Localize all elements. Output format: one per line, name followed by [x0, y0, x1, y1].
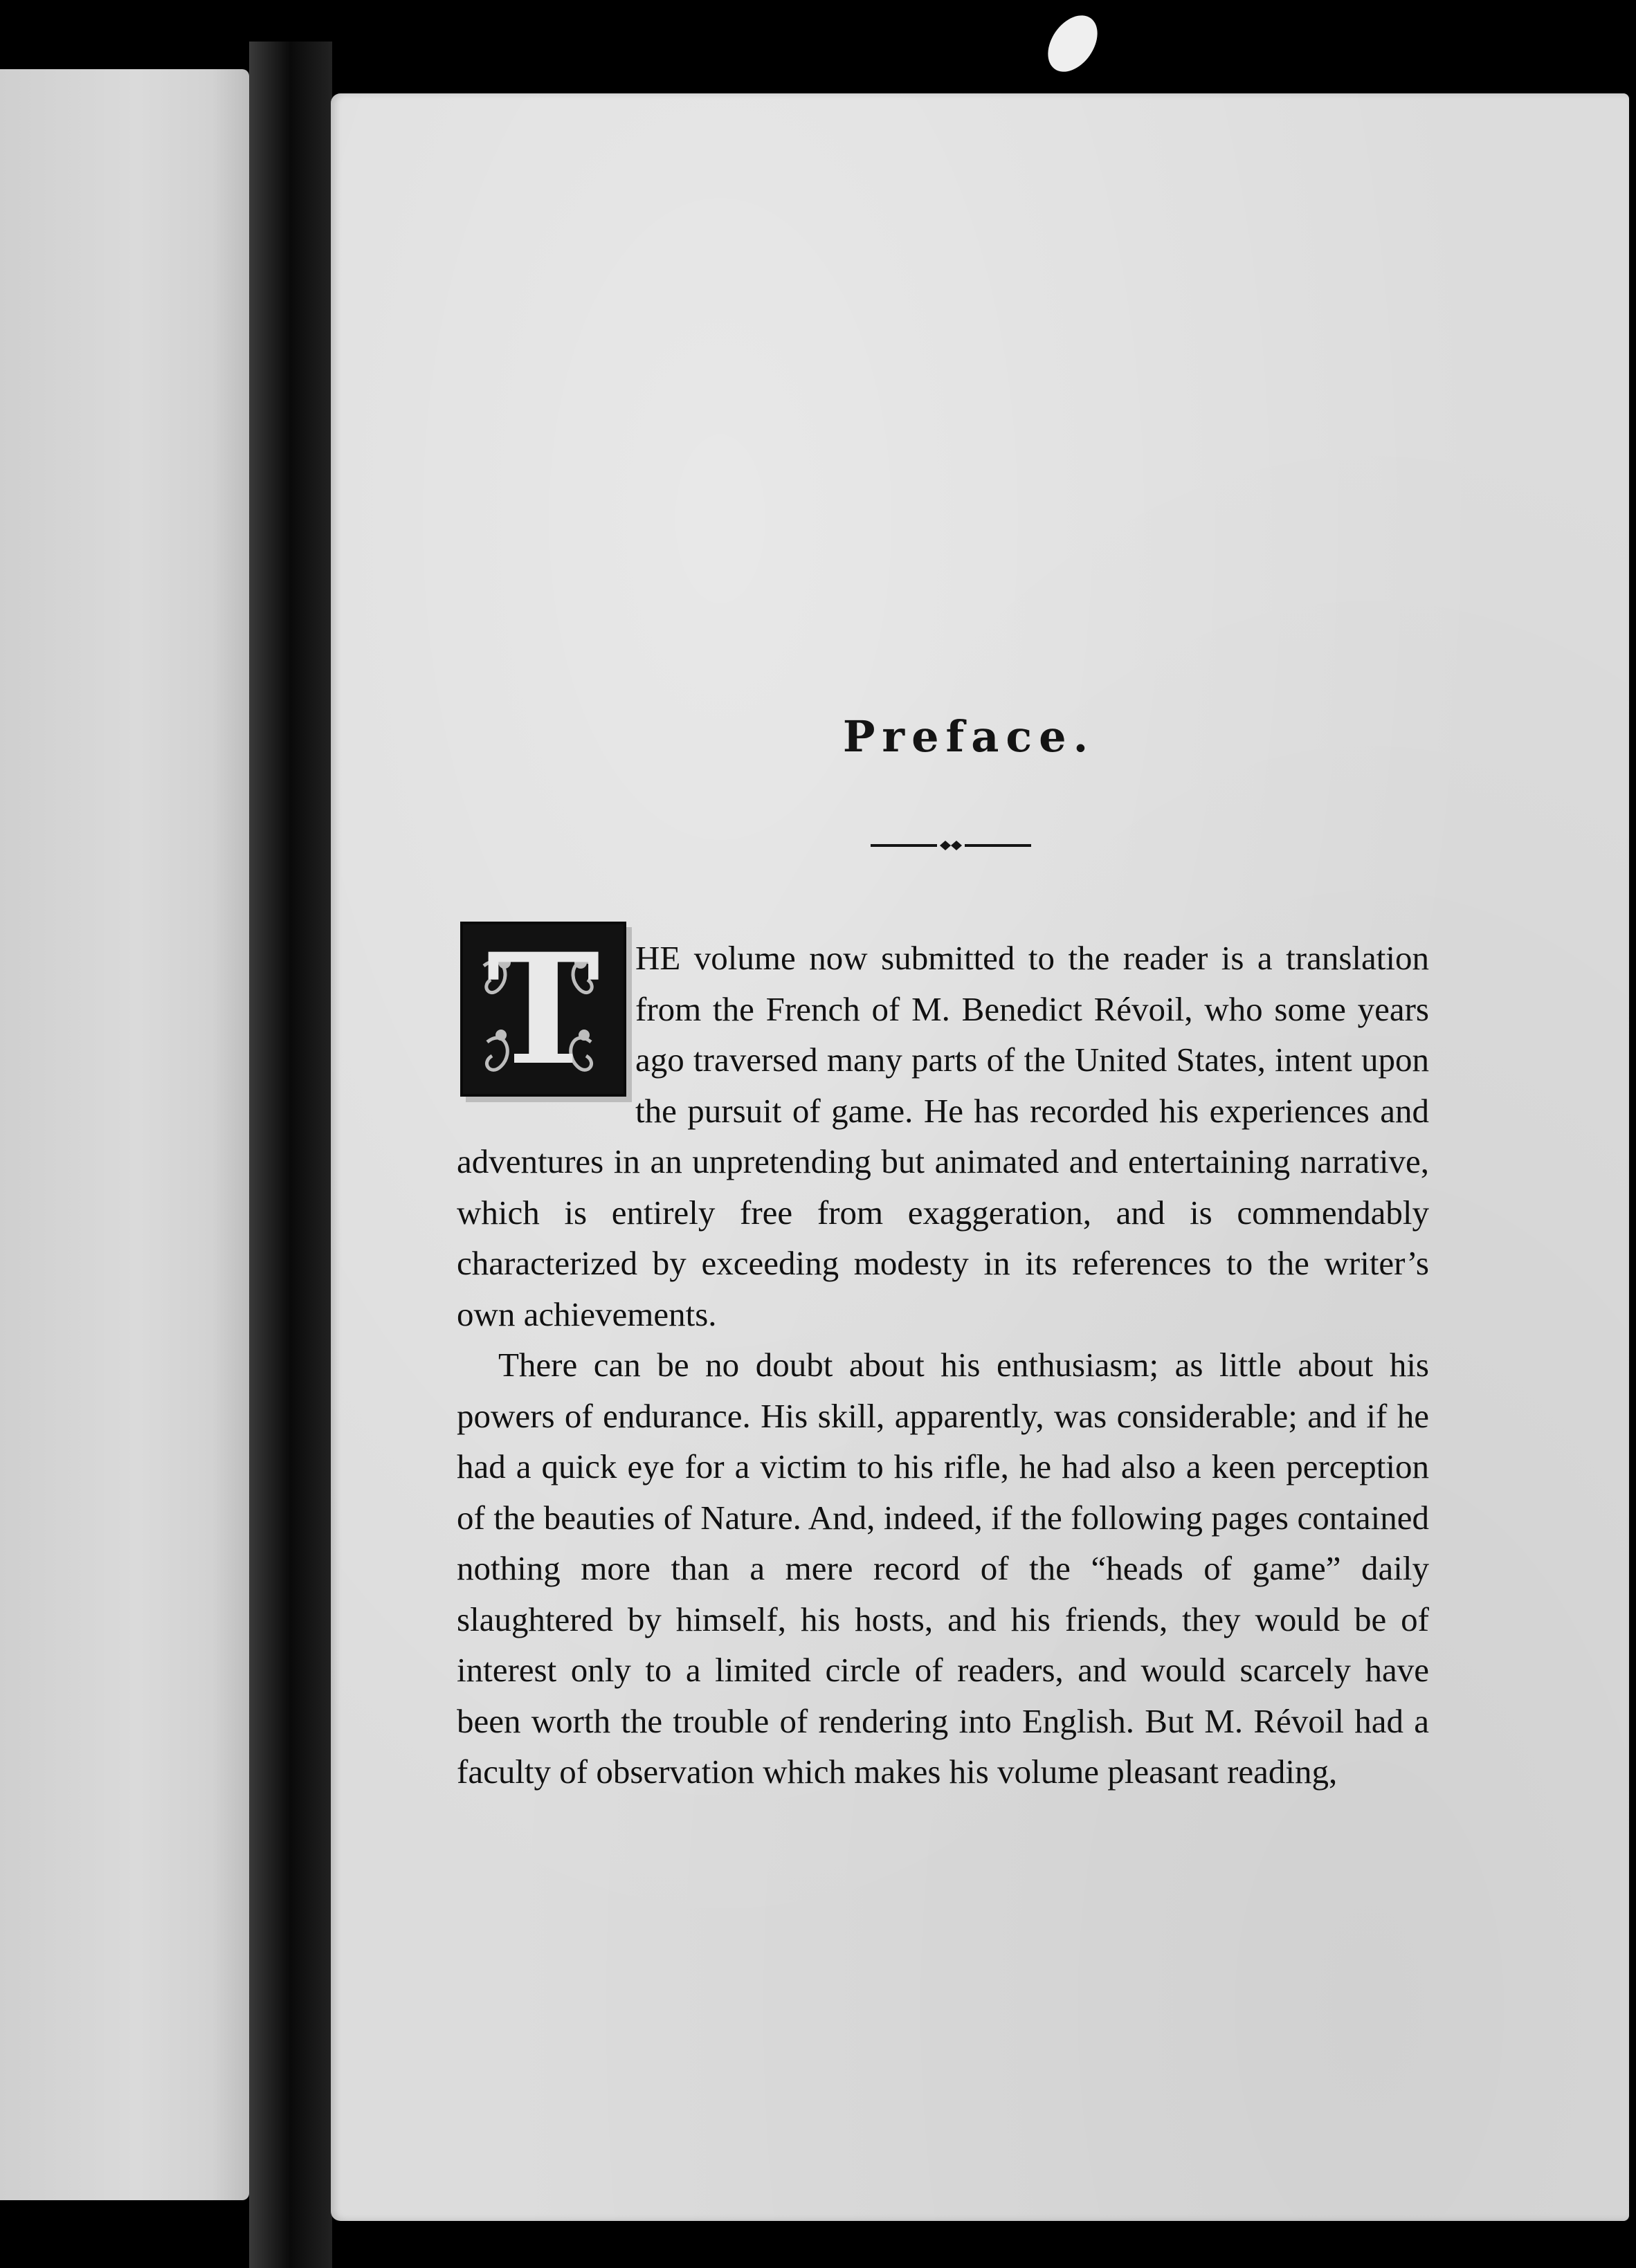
paper-speck	[1038, 6, 1108, 81]
paragraph-text: HE volume now submitted to the reader is a translation from the French of M. Benedict Révoil, who some years ago traversed many parts of the United States, intent upon the pursuit of game. He has recorded his experiences and adventures in an unpretending but animated and entertaining narrative, which is entirely free from exaggeration, and is commendably characterized by exceeding modesty in its references to the writer’s own achievements.	[457, 939, 1429, 1333]
paragraph: There can be no doubt about his enthusiasm; as little about his powers of endurance. His skill, apparently, was considerable; and if he had a quick eye for a victim to his rifle, he had also a keen perception of the beauties of Nature. And, indeed, if the following pages contained nothing more than a mere record of the “heads of game” daily slaughtered by himself, his hosts, and his friends, they would be of interest only to a limited circle of readers, and would scarcely have been worth the trouble of rendering into English. But M. Révoil had a faculty of observation which makes his volume pleasant reading,	[457, 1346, 1429, 1791]
drop-cap-letter: T	[487, 922, 600, 1097]
page-heading: Preface.	[842, 711, 1096, 762]
paragraph	[457, 922, 1429, 1339]
body-text	[457, 922, 1429, 1798]
facing-page	[0, 69, 249, 2200]
divider-ornament	[871, 837, 1031, 854]
book-gutter	[249, 42, 332, 2268]
